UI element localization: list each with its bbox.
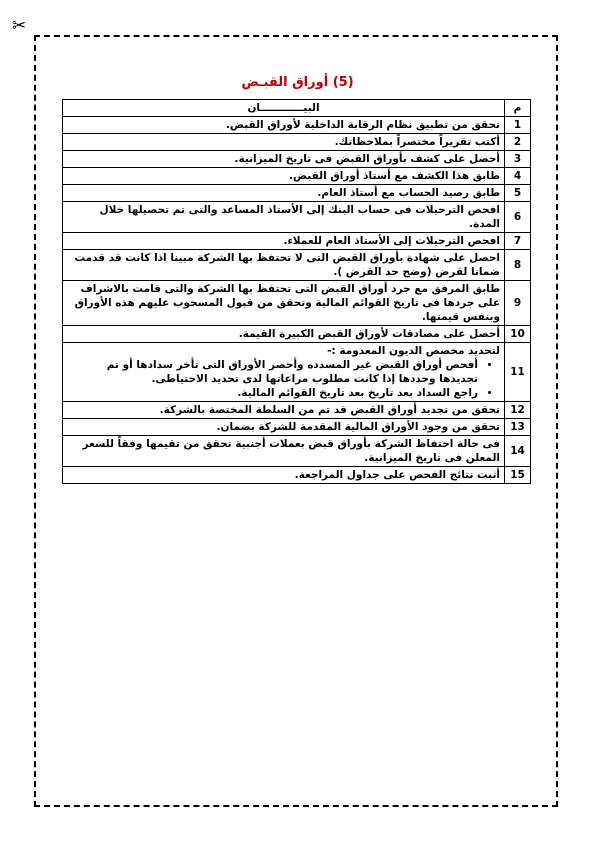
row-number: 6	[505, 202, 531, 233]
sub-list	[67, 358, 500, 400]
row-statement-with-bullets	[63, 343, 505, 402]
row-number: 13	[505, 419, 531, 436]
audit-procedures-table	[62, 99, 531, 484]
page-title: (5) أوراق القبـض	[241, 75, 354, 90]
table-row	[63, 233, 531, 250]
table-row	[63, 202, 531, 233]
row-number: 7	[505, 233, 531, 250]
row-number: 11	[505, 343, 531, 402]
row-statement: أحصل على كشف بأوراق القبض فى تاريخ الميزانية.	[63, 151, 505, 168]
row-statement: أكتب تقريراً مختصراً بملاحظاتك.	[63, 134, 505, 151]
row-statement: تحقق من وجود الأوراق المالية المقدمة للشركة بضمان.	[63, 419, 505, 436]
row-number: 10	[505, 326, 531, 343]
row-number: 5	[505, 185, 531, 202]
row-number: 2	[505, 134, 531, 151]
table-row	[63, 117, 531, 134]
table-row	[63, 436, 531, 467]
sub-list-item: • راجع السداد بعد تاريخ بعد تاريخ القوائم المالية.	[67, 386, 478, 400]
row-number: 14	[505, 436, 531, 467]
table-row	[63, 134, 531, 151]
row-number: 9	[505, 281, 531, 326]
row-number: 12	[505, 402, 531, 419]
row-number: 8	[505, 250, 531, 281]
table-row	[63, 402, 531, 419]
row-statement: فى حالة احتفاظ الشركة بأوراق قبض بعملات أجنبية تحقق من تقيمها وفقاً للسعر المعلن فى تاريخ الميزانية.	[63, 436, 505, 467]
table-header-row	[63, 100, 531, 117]
row-number: 15	[505, 467, 531, 484]
row-statement: أثبت نتائج الفحص على جداول المراجعة.	[63, 467, 505, 484]
row-statement-intro: لتحديد مخصص الديون المعدومة :-	[327, 345, 500, 357]
table-row	[63, 419, 531, 436]
row-number: 3	[505, 151, 531, 168]
row-statement: تحقق من تجديد أوراق القبض قد تم من السلطة المختصة بالشركة.	[63, 402, 505, 419]
row-statement: افحص الترحيلات إلى الأستاذ العام للعملاء.	[63, 233, 505, 250]
row-statement: تحقق من تطبيق نظام الرقابة الداخلية لأوراق القبض.	[63, 117, 505, 134]
table-row	[63, 250, 531, 281]
table-row	[63, 467, 531, 484]
table-row	[63, 343, 531, 402]
row-statement: احصل على شهادة بأوراق القبض التى لا تحتفظ بها الشركة مبينا اذا كانت قد قدمت ضمانا لقرض (وضح حد القرض ).	[63, 250, 505, 281]
scissors-icon: ✂	[12, 16, 27, 36]
table-row	[63, 151, 531, 168]
table-row	[63, 281, 531, 326]
sub-list-item: • أفحص أوراق القبض غير المسدده وأحصر الأوراق التى تأخر سدادها أو تم تجديدها وحددها إذا كانت مطلوب مراعاتها لدى تحديد الاحتياطى.	[67, 358, 478, 386]
table-row	[63, 168, 531, 185]
column-header-number: م	[505, 100, 531, 117]
column-header-statement: البيــــــــــــان	[63, 100, 505, 117]
row-statement: طابق رصيد الحساب مع أستاذ العام.	[63, 185, 505, 202]
row-statement: طابق المرفق مع جرد أوراق القبض التى تحتفظ بها الشركة والتى قامت بالاشراف على جردها فى تاريخ القوائم المالية وتحقق من قبول المسحوب عليهم هذه الأوراق وبنفس قيمتها.	[63, 281, 505, 326]
table-row	[63, 185, 531, 202]
row-statement: طابق هذا الكشف مع أستاذ أوراق القبض.	[63, 168, 505, 185]
row-number: 1	[505, 117, 531, 134]
row-statement: أحصل على مصادقات لأوراق القبض الكبيرة القيمة.	[63, 326, 505, 343]
row-statement: افحص الترحيلات فى حساب البنك إلى الأستاذ المساعد والتى تم تحصيلها خلال المدة.	[63, 202, 505, 233]
row-number: 4	[505, 168, 531, 185]
table-row	[63, 326, 531, 343]
